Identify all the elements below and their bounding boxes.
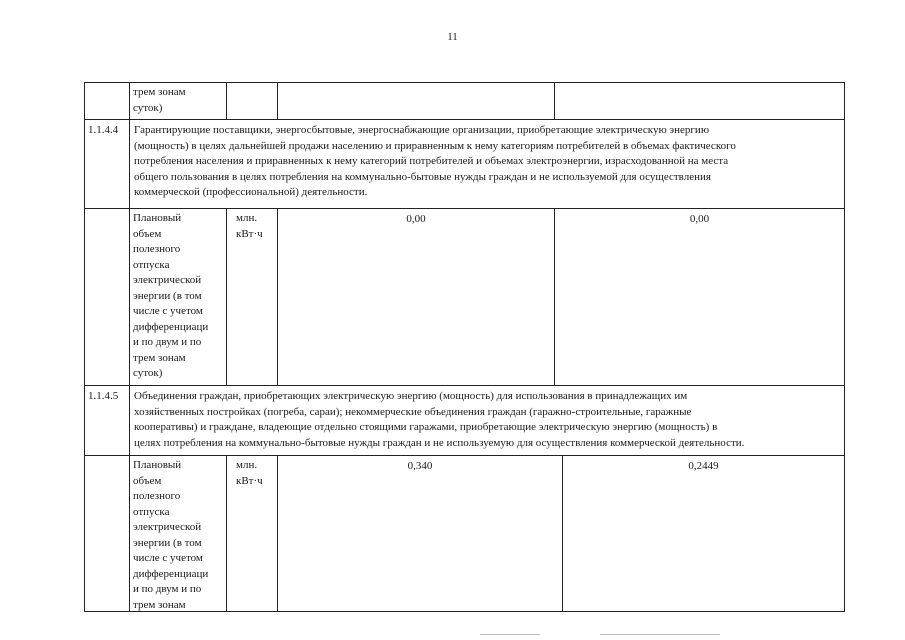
scan-artifact bbox=[480, 634, 540, 635]
value-cell-1 bbox=[277, 83, 554, 119]
code-cell bbox=[85, 456, 129, 611]
indicator-text: Плановый объем полезного отпуска электрической энергии (в том числе с учетом дифференциаци и по двум и по трем зонам bbox=[133, 459, 209, 611]
code-cell bbox=[85, 83, 129, 119]
tariff-balance-table bbox=[84, 82, 845, 612]
indicator-cell bbox=[129, 209, 226, 385]
table-row-1-1-4-4 bbox=[85, 209, 844, 386]
indicator-cell bbox=[129, 456, 226, 611]
unit-cell bbox=[226, 209, 277, 385]
page-number: 11 bbox=[447, 31, 458, 43]
table-row-1-1-4-5 bbox=[85, 456, 844, 611]
value-cell-2: 0,2449 bbox=[562, 456, 844, 611]
section-description: Гарантирующие поставщики, энергосбытовые, энергоснабжающие организации, приобретающие электрическую энергию (мощность) в целях дальнейшей продажи населению и приравненным к нему категориям потребителей в объемах фактического потребления населения и приравненных к нему категорий потребителей и объемах электроэнергии, израсходованной на места общего пользования в целях потребления на коммунально-бытовые нужды граждан и не используемой для осуществления коммерческой (профессиональной) деятельности. bbox=[129, 120, 844, 208]
value-cell-2 bbox=[554, 83, 844, 119]
section-row-1-1-4-5 bbox=[85, 386, 844, 456]
unit-text: млн. кВт·ч bbox=[236, 212, 263, 240]
code-cell bbox=[85, 209, 129, 385]
indicator-text: Плановый объем полезного отпуска электрической энергии (в том числе с учетом дифференциаци и по двум и по трем зонам суток) bbox=[133, 212, 209, 379]
unit-cell bbox=[226, 456, 277, 611]
scan-artifact bbox=[600, 634, 720, 635]
table-row-continuation bbox=[85, 83, 844, 120]
section-description: Объединения граждан, приобретающих электрическую энергию (мощность) для использования в принадлежащих им хозяйственных постройках (погреба, сараи); некоммерческие объединения граждан (гаражно-строительные, гаражные кооперативы) и граждане, владеющие отдельно стоящими гаражами, приобретающие электрическую энергию (мощность) в целях потребления на коммунально-бытовые нужды граждан и не используемую для осуществления коммерческой деятельности. bbox=[129, 386, 844, 455]
unit-text: млн. кВт·ч bbox=[236, 459, 263, 487]
section-row-1-1-4-4 bbox=[85, 120, 844, 209]
indicator-text: трем зонам суток) bbox=[133, 86, 186, 114]
value-cell-1: 0,340 bbox=[277, 456, 562, 611]
value-cell-2: 0,00 bbox=[554, 209, 844, 385]
section-code: 1.1.4.4 bbox=[88, 124, 119, 136]
indicator-cell bbox=[129, 83, 226, 119]
value-cell-1: 0,00 bbox=[277, 209, 554, 385]
section-code: 1.1.4.5 bbox=[88, 390, 119, 402]
unit-cell bbox=[226, 83, 277, 119]
